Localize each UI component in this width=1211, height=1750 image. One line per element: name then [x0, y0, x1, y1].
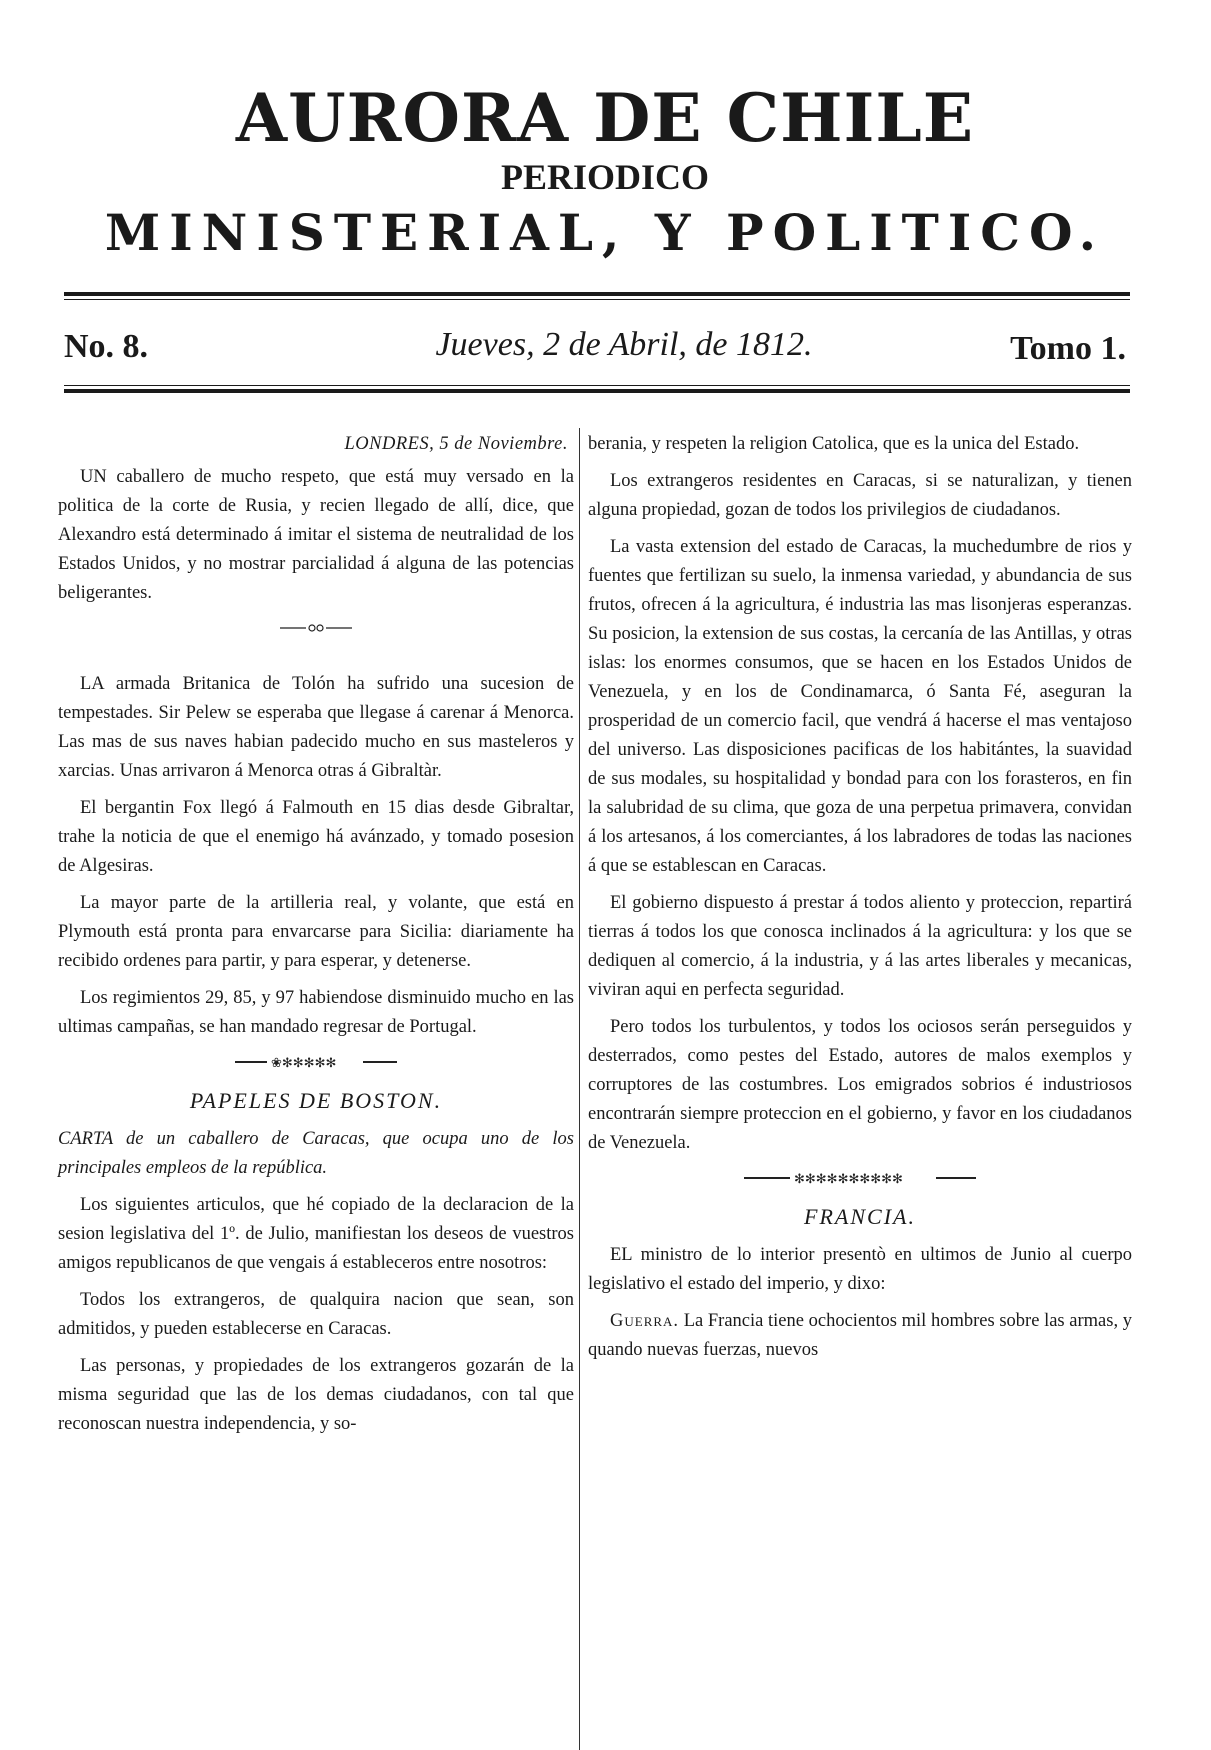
letter-intro: CARTA de un caballero de Caracas, que ocupa uno de los principales empleos de la república. — [58, 1129, 574, 1178]
ornament-divider — [58, 616, 574, 642]
masthead-rule-thick — [64, 292, 1130, 296]
article-paragraph: Las personas, y propiedades de los extrangeros gozarán de la misma seguridad que las de los demas ciudadanos, con tal que reconoscan nuestra independencia, y so- — [58, 1356, 574, 1434]
article-paragraph: Los regimientos 29, 85, y 97 habiendose disminuido mucho en las ultimas campañas, se han mandado regresar de Portugal. — [58, 988, 574, 1037]
spacer — [58, 652, 574, 670]
article-paragraph: Los siguientes articulos, que hé copiado de la declaracion de la sesion legislativa del 1º. de Julio, manifiestan los deseos de vuestros amigos republicanos de que vengais á estableceros entre nosotros: — [58, 1195, 574, 1273]
paragraph-lead-word: Guerra. — [610, 1311, 680, 1331]
ornament-divider — [58, 1050, 574, 1076]
paragraph-text: La Francia tiene ochocientos mil hombres sobre las armas, y quando nuevas fuerzas, nuevos — [588, 1311, 1133, 1360]
newspaper-subtitle-ministerial: MINISTERIAL, Y POLITICO. — [104, 203, 1106, 262]
article-paragraph: LA armada Britanica de Tolón ha sufrido una sucesion de tempestades. Sir Pelew se esperaba que llegase á carenar á Menorca. Las mas de sus naves habian padecido mucho en sus masteleros y xarcias. Unas arrivaron á Menorca otras á Gibraltàr. — [58, 674, 574, 781]
article-paragraph: El bergantin Fox llegó á Falmouth en 15 dias desde Gibraltar, trahe la noticia de que el enemigo há avánzado, y tomado posesion de Algesiras. — [58, 798, 574, 876]
left-column — [58, 430, 574, 1447]
issue-rule-thick — [64, 389, 1130, 393]
article-paragraph: La vasta extension del estado de Caracas, la muchedumbre de rios y fuentes que fertilizan su suelo, la inmensa variedad, y abundancia de sus frutos, ofrecen á la agricultura, é industria las mas lisonjeras esperanzas. Su posicion, la extension de sus costas, la cercanía de las Antillas, y otras islas: los enormes consumos, que se hacen en los Estados Unidos de Venezuela, y en los de Condinamarca, ó Santa Fé, aseguran la prosperidad de un comercio facil, que vendrá á hacerse el mas ventajoso del universo. Las disposiciones pacificas de los habitántes, la suavidad de sus modales, su hospitalidad y bondad para con los forasteros, en fin la salubridad de su clima, que goza de una perpetua primavera, convidan á los artesanos, á los comerciantes, á los labradores de todas las naciones á que se establescan en Caracas. — [588, 537, 1132, 876]
masthead-rule-thin — [64, 299, 1130, 300]
article-paragraph — [588, 1307, 1132, 1365]
newspaper-subtitle-periodico: PERIODICO — [500, 157, 710, 197]
section-title-francia: FRANCIA. — [804, 1204, 916, 1229]
article-paragraph-continued: berania, y respeten la religion Catolica, que es la unica del Estado. — [588, 434, 1080, 454]
article-paragraph: Pero todos los turbulentos, y todos los ociosos serán perseguidos y desterrados, como pestes del Estado, autores de malos exemplos y corruptores de las costumbres. Los emigrados sobrios é industriosos encontrarán siempre proteccion en el gobierno, y favor en los ciudadanos de Venezuela. — [588, 1017, 1132, 1153]
article-paragraph: El gobierno dispuesto á prestar á todos aliento y proteccion, repartirá tierras á todos los que conosca inclinados á la agricultura: y los que se dediquen al comercio, á la industria, y á las artes liberales y mecanicas, viviran aqui en perfecta seguridad. — [588, 893, 1132, 1000]
ornament-icon — [276, 621, 356, 635]
column-divider — [579, 428, 580, 1750]
article-paragraph: La mayor parte de la artilleria real, y volante, que está en Plymouth está pronta para envarcarse para Sicilia: diariamente ha recibido ordenes para partir, y para esperar, y detenerse. — [58, 893, 574, 971]
article-paragraph: Todos los extrangeros, de qualquira nacion que sean, son admitidos, y pueden establecerse en Caracas. — [58, 1290, 574, 1339]
issue-date: Jueves, 2 de Abril, de 1812. — [435, 326, 813, 363]
dateline-londres: LONDRES, 5 de Noviembre. — [344, 434, 568, 454]
article-paragraph: Los extrangeros residentes en Caracas, si se naturalizan, y tienen alguna propiedad, gozan de todos los privilegios de ciudadanos. — [588, 471, 1132, 520]
issue-number: No. 8. — [64, 328, 149, 365]
article-paragraph: EL ministro de lo interior presentò en ultimos de Junio al cuerpo legislativo el estado del imperio, y dixo: — [588, 1245, 1132, 1294]
right-column — [588, 430, 1132, 1373]
issue-volume: Tomo 1. — [1010, 330, 1126, 367]
svg-text:✻✻✻✻✻✻✻✻✻✻: ✻✻✻✻✻✻✻✻✻✻ — [794, 1172, 903, 1185]
ornament-icon — [740, 1171, 980, 1185]
svg-text:❀✻✻✻✻✻: ❀✻✻✻✻✻ — [271, 1056, 337, 1069]
ornament-divider — [588, 1166, 1132, 1192]
newspaper-title: AURORA DE CHILE — [235, 79, 975, 157]
section-title-boston: PAPELES DE BOSTON. — [189, 1088, 443, 1113]
issue-rule-thin — [64, 385, 1130, 386]
article-paragraph: UN caballero de mucho respeto, que está muy versado en la politica de la corte de Rusia, y recien llegado de allí, dice, que Alexandro está determinado á imitar el sistema de neutralidad de los Estados Unidos, y no mostrar parcialidad á alguna de las potencias beligerantes. — [58, 467, 574, 603]
issue-info-row — [64, 322, 1130, 372]
ornament-icon — [231, 1055, 401, 1069]
